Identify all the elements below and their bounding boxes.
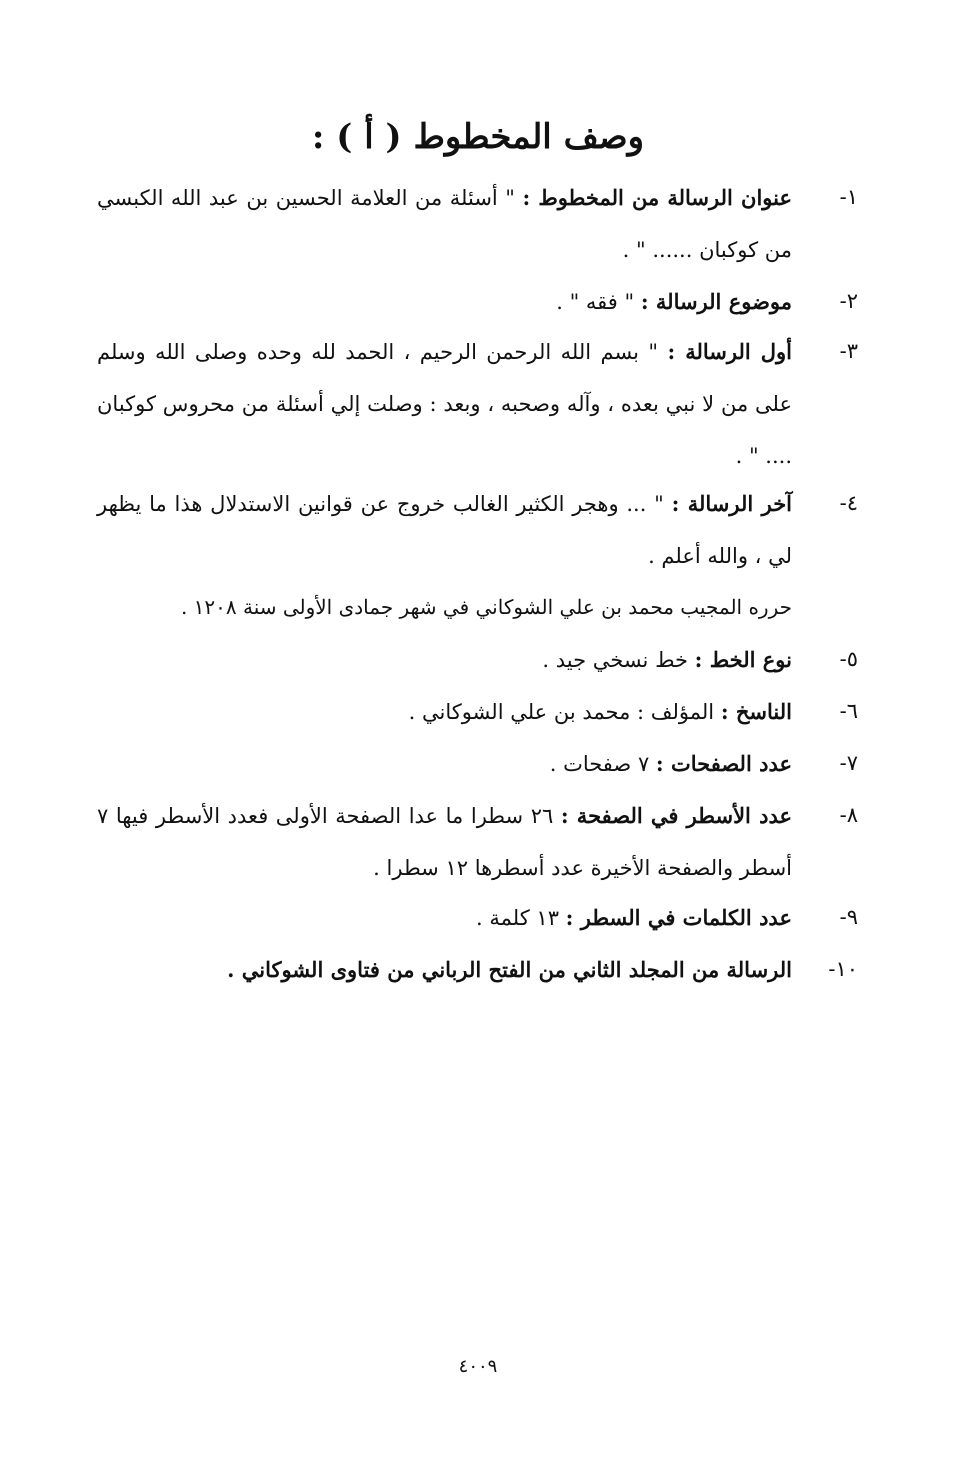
item-label: الناسخ : xyxy=(720,699,792,724)
item-number: ٩- xyxy=(839,905,858,929)
item-text xyxy=(97,892,792,944)
item-text xyxy=(97,738,792,790)
item-value: ٢٦ سطرا ما عدا الصفحة الأولى فعدد الأسطر فيها ٧ أسطر والصفحة الأخيرة عدد أسطرها ١٢ سطرا . xyxy=(97,804,792,880)
item-number: ٦- xyxy=(839,699,858,723)
item-number: ٤- xyxy=(839,491,858,515)
item-text xyxy=(97,326,792,482)
item-number: ١- xyxy=(839,185,858,209)
item-label: الرسالة من المجلد الثاني من الفتح الرباني من فتاوى الشوكاني . xyxy=(227,957,792,982)
item-value: " ... وهجر الكثير الغالب خروج عن قوانين الاستدلال هذا ما يظهر لي ، والله أعلم . xyxy=(97,492,792,568)
item-label: أول الرسالة : xyxy=(667,339,792,364)
item-value: " أسئلة من العلامة الحسين بن عبد الله الكبسي من كوكبان ...... " . xyxy=(97,186,792,262)
page-title: وصف المخطوط ( أ ) : xyxy=(311,117,645,157)
item-value: " بسم الله الرحمن الرحيم ، الحمد لله وحده وصلى الله وسلم على من لا نبي بعده ، وآله وصحبه ، وبعد : وصلت إلي أسئلة من محروس كوكبان .... " . xyxy=(97,340,792,468)
item-number: ٨- xyxy=(839,803,858,827)
item-value: المؤلف : محمد بن علي الشوكاني . xyxy=(408,700,721,724)
page-number: ٤٠٠٩ xyxy=(458,1356,498,1377)
item-label: عدد الكلمات في السطر : xyxy=(565,905,792,930)
item-label: آخر الرسالة : xyxy=(671,491,793,516)
item-text xyxy=(97,478,792,582)
item-number: ١٠- xyxy=(828,957,858,981)
item-number: ٢- xyxy=(839,289,858,313)
item-number: ٧- xyxy=(839,751,858,775)
item-label: نوع الخط : xyxy=(694,647,792,672)
item-number: ٥- xyxy=(839,647,858,671)
item-label: عدد الصفحات : xyxy=(655,751,792,776)
colophon: حرره المجيب محمد بن علي الشوكاني في شهر جمادى الأولى سنة ١٢٠٨ . xyxy=(180,595,792,619)
item-value: " فقه " . xyxy=(556,290,641,314)
item-label: عدد الأسطر في الصفحة : xyxy=(560,803,792,828)
item-text xyxy=(97,276,792,328)
item-text xyxy=(97,944,792,996)
item-label: عنوان الرسالة من المخطوط : xyxy=(522,185,792,210)
item-label: موضوع الرسالة : xyxy=(640,289,792,314)
item-text xyxy=(97,686,792,738)
item-text xyxy=(97,172,792,276)
item-number: ٣- xyxy=(839,339,858,363)
item-value: خط نسخي جيد . xyxy=(542,648,695,672)
item-value: ٧ صفحات . xyxy=(549,752,656,776)
item-value: ١٣ كلمة . xyxy=(476,906,566,930)
item-text xyxy=(97,634,792,686)
item-text xyxy=(97,790,792,894)
